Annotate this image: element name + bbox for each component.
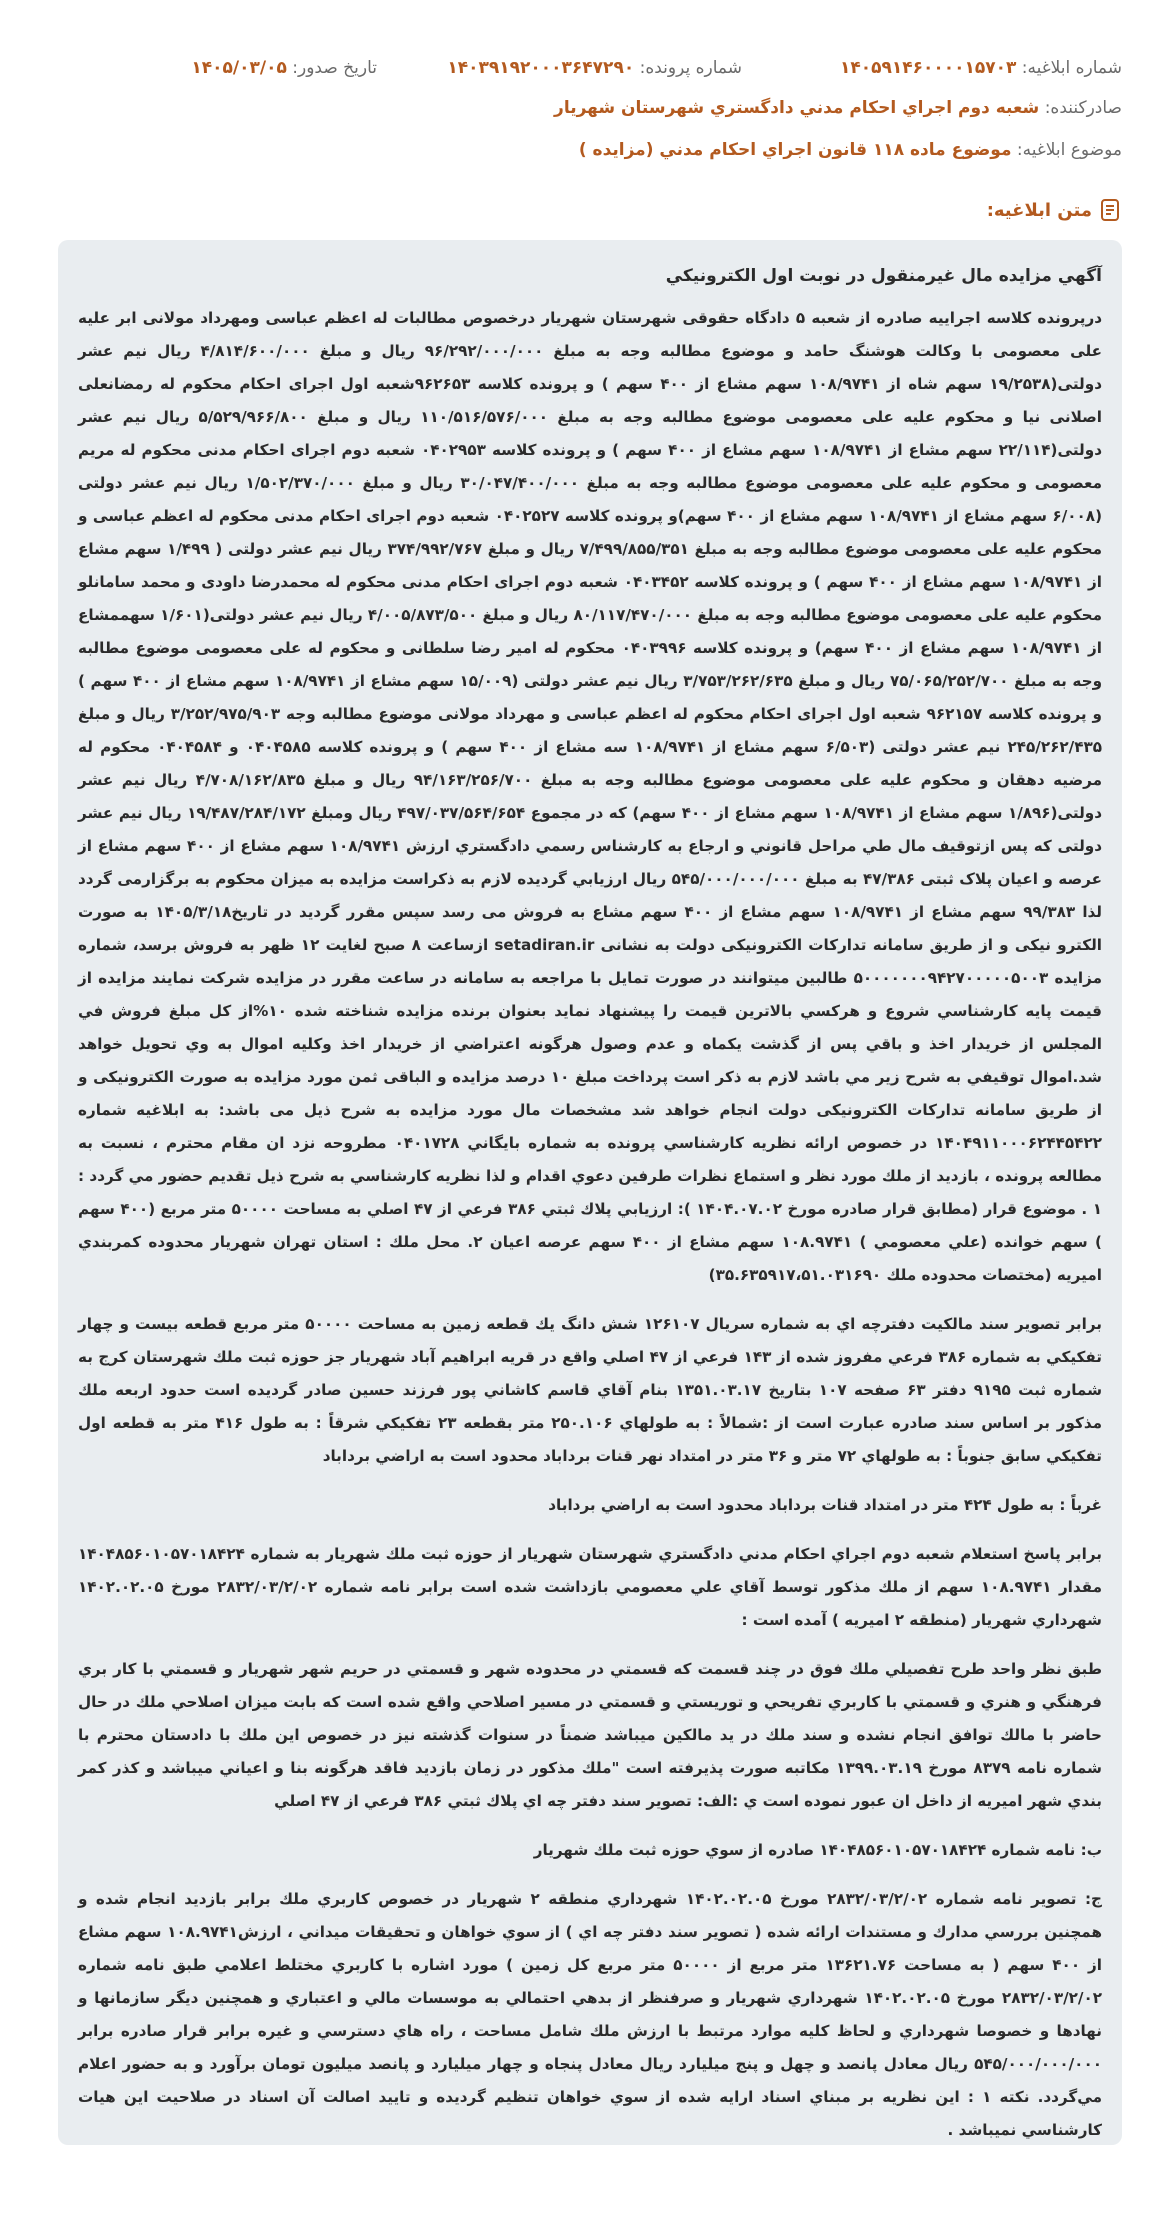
notice-number-value: ۱۴۰۵۹۱۴۶۰۰۰۰۱۵۷۰۳ xyxy=(839,58,1017,78)
issuer-row xyxy=(52,98,1122,118)
issue-date-value: ۱۴۰۵/۰۳/۰۵ xyxy=(191,58,287,78)
notice-content xyxy=(58,240,1122,2145)
issuer-value: شعبه دوم اجراي احكام مدني دادگستري شهرستان شهريار xyxy=(554,98,1040,118)
paragraph-case-details: درپرونده کلاسه اجراييه صادره از شعبه ۵ دادگاه حقوقی شهرستان شهريار درخصوص مطالبات له اعظم عباسی ومهرداد مولانی ابر عليه علی معصومی با وکالت هوشنگ حامد و موضوع مطالبه وجه به مبلغ ۹۶/۲۹۲/۰۰۰/۰۰۰ ريال و مبلغ ۴/۸۱۴/۶۰۰/۰۰۰ ريال نيم عشر دولتی(۱۹/۲۵۳۸ سهم شاه از ۱۰۸/۹۷۴۱ سهم مشاع از ۴۰۰ سهم ) و پرونده کلاسه ۹۶۲۶۵۳شعبه اول اجرای احکام محکوم له رمضانعلی اصلانی نيا و محکوم عليه علی معصومی موضوع مطالبه وجه به مبلغ ۱۱۰/۵۱۶/۵۷۶/۰۰۰ ريال و مبلغ ۵/۵۲۹/۹۶۶/۸۰۰ ريال نيم عشر دولتی(۲۲/۱۱۴ سهم مشاع از ۱۰۸/۹۷۴۱ سهم مشاع از ۴۰۰ سهم ) و پرونده کلاسه ۰۴۰۲۹۵۳ شعبه دوم اجرای احکام مدنی محکوم له مريم معصومی و محکوم عليه علی معصومی موضوع مطالبه وجه به مبلغ ۳۰/۰۴۷/۴۰۰/۰۰۰ ريال و مبلغ ۱/۵۰۲/۳۷۰/۰۰۰ ريال نيم عشر دولتی (۶/۰۰۸ سهم مشاع از ۱۰۸/۹۷۴۱ سهم مشاع از ۴۰۰ سهم)و پرونده کلاسه ۰۴۰۲۵۲۷ شعبه دوم اجرای احکام مدنی محکوم له اعظم عباسی و محکوم عليه علی معصومی موضوع مطالبه وجه به مبلغ ۷/۴۹۹/۸۵۵/۳۵۱ ريال و مبلغ ۳۷۴/۹۹۲/۷۶۷ ريال نيم عشر دولتی ( ۱/۴۹۹ سهم مشاع از ۱۰۸/۹۷۴۱ سهم مشاع از ۴۰۰ سهم ) و پرونده کلاسه ۰۴۰۳۴۵۲ شعبه دوم اجرای احکام مدنی محکوم له محمدرضا داودی و محمد سامانلو محکوم عليه علی معصومی موضوع مطالبه وجه به مبلغ ۸۰/۱۱۷/۴۷۰/۰۰۰ ريال و مبلغ ۴/۰۰۵/۸۷۳/۵۰۰ ريال نيم عشر دولتی(۱/۶۰۱ سهممشاع از ۱۰۸/۹۷۴۱ سهم مشاع از ۴۰۰ سهم) و پرونده کلاسه ۰۴۰۳۹۹۶ محکوم له امير رضا سلطانی و محکوم له علی معصومی موضوع مطالبه وجه به مبلغ ۷۵/۰۶۵/۲۵۲/۷۰۰ ريال و مبلغ ۳/۷۵۳/۲۶۲/۶۳۵ ريال نيم عشر دولتی (۱۵/۰۰۹ سهم مشاع از ۱۰۸/۹۷۴۱ سهم مشاع از ۴۰۰ سهم ) و پرونده کلاسه ۹۶۲۱۵۷ شعبه اول اجرای احکام محکوم له اعظم عباسی و مهرداد مولانی موضوع مطالبه وجه ۳/۲۵۲/۹۷۵/۹۰۳ ريال و مبلغ ۲۴۵/۲۶۲/۴۳۵ نيم عشر دولتی (۶/۵۰۳ سهم مشاع از ۱۰۸/۹۷۴۱ سه مشاع از ۴۰۰ سهم ) و پرونده کلاسه ۰۴۰۴۵۸۵ و ۰۴۰۴۵۸۴ محکوم له مرضيه دهقان و محکوم عليه علی معصومی موضوع مطالبه وجه به مبلغ ۹۴/۱۶۳/۲۵۶/۷۰۰ ريال و مبلغ ۴/۷۰۸/۱۶۲/۸۳۵ ريال نيم عشر دولتی(۱/۸۹۶ سهم مشاع از ۱۰۸/۹۷۴۱ سهم مشاع از ۴۰۰ سهم) که در مجموع ۴۹۷/۰۳۷/۵۶۴/۶۵۴ ريال ومبلغ ۱۹/۴۸۷/۲۸۴/۱۷۲ ريال نيم عشر دولتی كه پس ازتوقيف مال طي مراحل قانوني و ارجاع به كارشناس رسمي دادگستري ارزش ۱۰۸/۹۷۴۱ سهم مشاع از ۴۰۰ سهم مشاع از عرصه و اعيان پلاک ثبتی ۴۷/۳۸۶ به مبلغ ۵۴۵/۰۰۰/۰۰۰/۰۰۰ ريال ارزيابي گرديده لازم به ذكراست مزايده به ميزان محکوم به برگزارمی گردد لذا ۹۹/۳۸۳ سهم مشاع از ۱۰۸/۹۷۴۱ سهم مشاع از ۴۰۰ سهم مشاع به فروش می رسد سپس مقرر گرديد در تاريخ۱۴۰۵/۳/۱۸ به صورت الكترو نيكی و از طريق سامانه تداركات الكترونيكی دولت به نشانی setadiran.ir ازساعت ۸ صبح لغايت ۱۲ ظهر به فروش برسد، شماره مزايده ۵۰۰۰۰۰۰۰۹۴۲۷۰۰۰۰۰۵۰۰۳ طالبين ميتوانند در صورت تمايل با مراجعه به سامانه در ساعت مقرر در مزايده شركت نمايند مزايده از قيمت پايه كارشناسي شروع و هركسي بالاترين قيمت را پيشنهاد نمايد بعنوان برنده مزايده شناخته شده ۱۰%از كل مبلغ فروش في المجلس از خريدار اخذ و باقي پس از گذشت يكماه و عدم وصول هرگونه اعتراضي از خريدار اخذ وكليه اموال به وي تحويل خواهد شد.اموال توقيفي به شرح زير مي باشد لازم به ذكر است پرداخت مبلغ ۱۰ درصد مزايده و الباقی ثمن مورد مزايده به صورت الكترونيكی و از طريق سامانه تداركات الكترونيكی دولت انجام خواهد شد مشخصات مال مورد مزايده به شرح ذيل می باشد: به ابلاغيه شماره ۱۴۰۴۹۱۱۰۰۰۶۲۴۴۵۴۲۲ در خصوص ارائه نظريه كارشناسي پرونده به شماره بايگاني ۰۴۰۱۷۲۸ مطروحه نزد ان مقام محترم ، نسبت به مطالعه پرونده ، بازديد از ملك مورد نظر و استماع نظرات طرفين دعوي اقدام و لذا نظريه كارشناسي به شرح ذيل تقديم حضور مي گردد : ۱ . موضوع قرار (مطابق قرار صادره مورخ ۱۴۰۴.۰۷.۰۲ ): ارزيابي پلاك ثبتي ۳۸۶ فرعي از ۴۷ اصلي به مساحت ۵۰۰۰۰ متر مربع (۴۰۰ سهم ) سهم خوانده (علي معصومي ) ۱۰۸.۹۷۴۱ سهم مشاع از ۴۰۰ سهم عرصه اعيان ۲. محل ملك : استان تهران شهريار محدوده كمربندي اميريه (مختصات محدوده ملك ۳۵.۶۳۵۹۱۷،۵۱.۰۳۱۶۹۰) xyxy=(78,309,1103,1284)
notice-number xyxy=(840,58,1122,78)
case-number-value: ۱۴۰۳۹۱۹۲۰۰۰۳۶۴۷۲۹۰ xyxy=(447,58,635,78)
paragraph-deed-description: برابر تصوير سند مالكيت دفترچه اي به شماره سريال ۱۲۶۱۰۷ شش دانگ يك قطعه زمين به مساحت ۵۰۰۰۰ متر مربع قطعه بيست و چهار تفكيكي به شماره ۳۸۶ فرعي مفروز شده از ۱۴۳ فرعي از ۴۷ اصلي واقع در قريه ابراهيم آباد شهريار جز حوزه ثبت ملك شهرستان كرج به شماره ثبت ۹۱۹۵ دفتر ۶۳ صفحه ۱۰۷ بتاريخ ۱۳۵۱.۰۳.۱۷ بنام آقاي قاسم كاشاني پور فرزند حسين صادر گرديده است حدود اربعه ملك مذكور بر اساس سند صادره عبارت است از :شمالاً : به طولهاي ۲۵۰.۱۰۶ متر بقطعه ۲۳ تفكيكي شرقاً : به طول ۴۱۶ متر به قطعه اول تفكيكي سابق جنوباً : به طولهاي ۷۲ متر و ۳۶ متر در امتداد نهر قنات برداباد محدود است به اراضي برداباد xyxy=(78,1315,1103,1465)
paragraph-registry-letter: ب: نامه شماره ۱۴۰۴۸۵۶۰۱۰۵۷۰۱۸۴۲۴ صادره از سوي حوزه ثبت ملك شهريار xyxy=(533,1841,1102,1859)
issue-date-label: تاريخ صدور: xyxy=(292,58,377,78)
notice-header xyxy=(0,0,1174,230)
subject-label: موضوع ابلاغيه: xyxy=(1016,140,1122,160)
notice-number-label: شماره ابلاغيه: xyxy=(1021,58,1122,78)
subject-row xyxy=(52,140,1122,160)
case-number xyxy=(447,58,742,78)
document-icon xyxy=(1100,198,1122,222)
issuer-label: صادرکننده: xyxy=(1044,98,1122,118)
paragraph-zoning-plan: طبق نظر واحد طرح تفصيلي ملك فوق در چند قسمت كه قسمتي در محدوده شهر و قسمتي در حريم شهر شهريار و قسمتي با كار بري فرهنگي و هنري و قسمتي با كاربري تفريحي و توريستي و قسمتي در مسير اصلاحي واقع شده است كه بابت ميزان اصلاحي ملك در حال حاضر با مالك توافق انجام نشده و سند ملك در يد مالكين ميباشد ضمناً در سنوات گذشته نيز در خصوص اين ملك با دادستان محترم با شماره نامه ۸۳۷۹ مورخ ۱۳۹۹.۰۳.۱۹ مكاتبه صورت پذيرفته است "ملك مذكور در زمان بازديد فاقد هرگونه بنا و اعياني ميباشد و كذر كمر بندي شهر اميريه از داخل ان عبور نموده است ي :الف: تصوير سند دفتر چه اي پلاك ثبتي ۳۸۶ فرعي از ۴۷ اصلي xyxy=(78,1660,1102,1810)
issue-date xyxy=(191,58,377,78)
case-number-label: شماره پرونده: xyxy=(639,58,742,78)
notice-text-heading xyxy=(987,198,1122,222)
auction-title: آگهي مزايده مال غيرمنقول در نوبت اول الكترونيكي xyxy=(665,266,1102,286)
paragraph-west-boundary: غرباً : به طول ۴۲۴ متر در امتداد قنات برداباد محدود است به اراضي برداباد xyxy=(548,1496,1102,1514)
paragraph-valuation: ج: تصوير نامه شماره ۲۸۳۲/۰۳/۲/۰۲ مورخ ۱۴۰۲.۰۲.۰۵ شهرداري منطقه ۲ شهريار در خصوص كاربري ملك برابر بازديد انجام شده و همچنين بررسي مدارك و مستندات ارائه شده ( تصوير سند دفتر چه اي ) از سوي خواهان و تحقيقات ميداني ، ارزش۱۰۸.۹۷۴۱ سهم مشاع از ۴۰۰ سهم ( به مساحت ۱۳۶۲۱.۷۶ متر مربع از ۵۰۰۰۰ متر مربع كل زمين ) مورد اشاره با كاربري مختلط اعلامي طبق نامه شماره ۲۸۳۲/۰۳/۲/۰۲ مورخ ۱۴۰۲.۰۲.۰۵ شهرداري شهريار و صرفنظر از بدهي احتمالي به موسسات مالي و اعتباري و همچنين ديگر سازمانها و نهادها و خصوصا شهرداري و لحاظ كليه موارد مرتبط با ارزش ملك شامل مساحت ، راه هاي دسترسي و غيره برابر قرار صادره برابر ۵۴۵/۰۰۰/۰۰۰/۰۰۰ ريال معادل پانصد و چهل و پنج ميليارد ريال معادل پنجاه و چهار ميليارد و پانصد ميليون تومان برآورد و به حضور اعلام مي‌گردد. نكته ۱ : اين نظريه بر مبناي اسناد ارايه شده از سوي خواهان تنظيم گرديده و تاييد اصالت آن اسناد در صلاحيت اين هيات كارشناسي نميباشد . xyxy=(78,1890,1103,2139)
subject-value: موضوع ماده ۱۱۸ قانون اجراي احكام مدني (مزايده ) xyxy=(578,140,1012,160)
paragraph-inquiry-response: برابر پاسخ استعلام شعبه دوم اجراي احكام مدني دادگستري شهرستان شهريار از حوزه ثبت ملك شهريار به شماره ۱۴۰۴۸۵۶۰۱۰۵۷۰۱۸۴۲۴ مقدار ۱۰۸.۹۷۴۱ سهم از ملك مذكور توسط آقاي علي معصومي بازداشت شده است برابر نامه شماره ۲۸۳۲/۰۳/۲/۰۲ مورخ ۱۴۰۲.۰۲.۰۵ شهرداري شهريار (منطقه ۲ اميريه ) آمده است : xyxy=(78,1545,1102,1629)
notice-text-label: متن ابلاغيه: xyxy=(986,199,1092,221)
